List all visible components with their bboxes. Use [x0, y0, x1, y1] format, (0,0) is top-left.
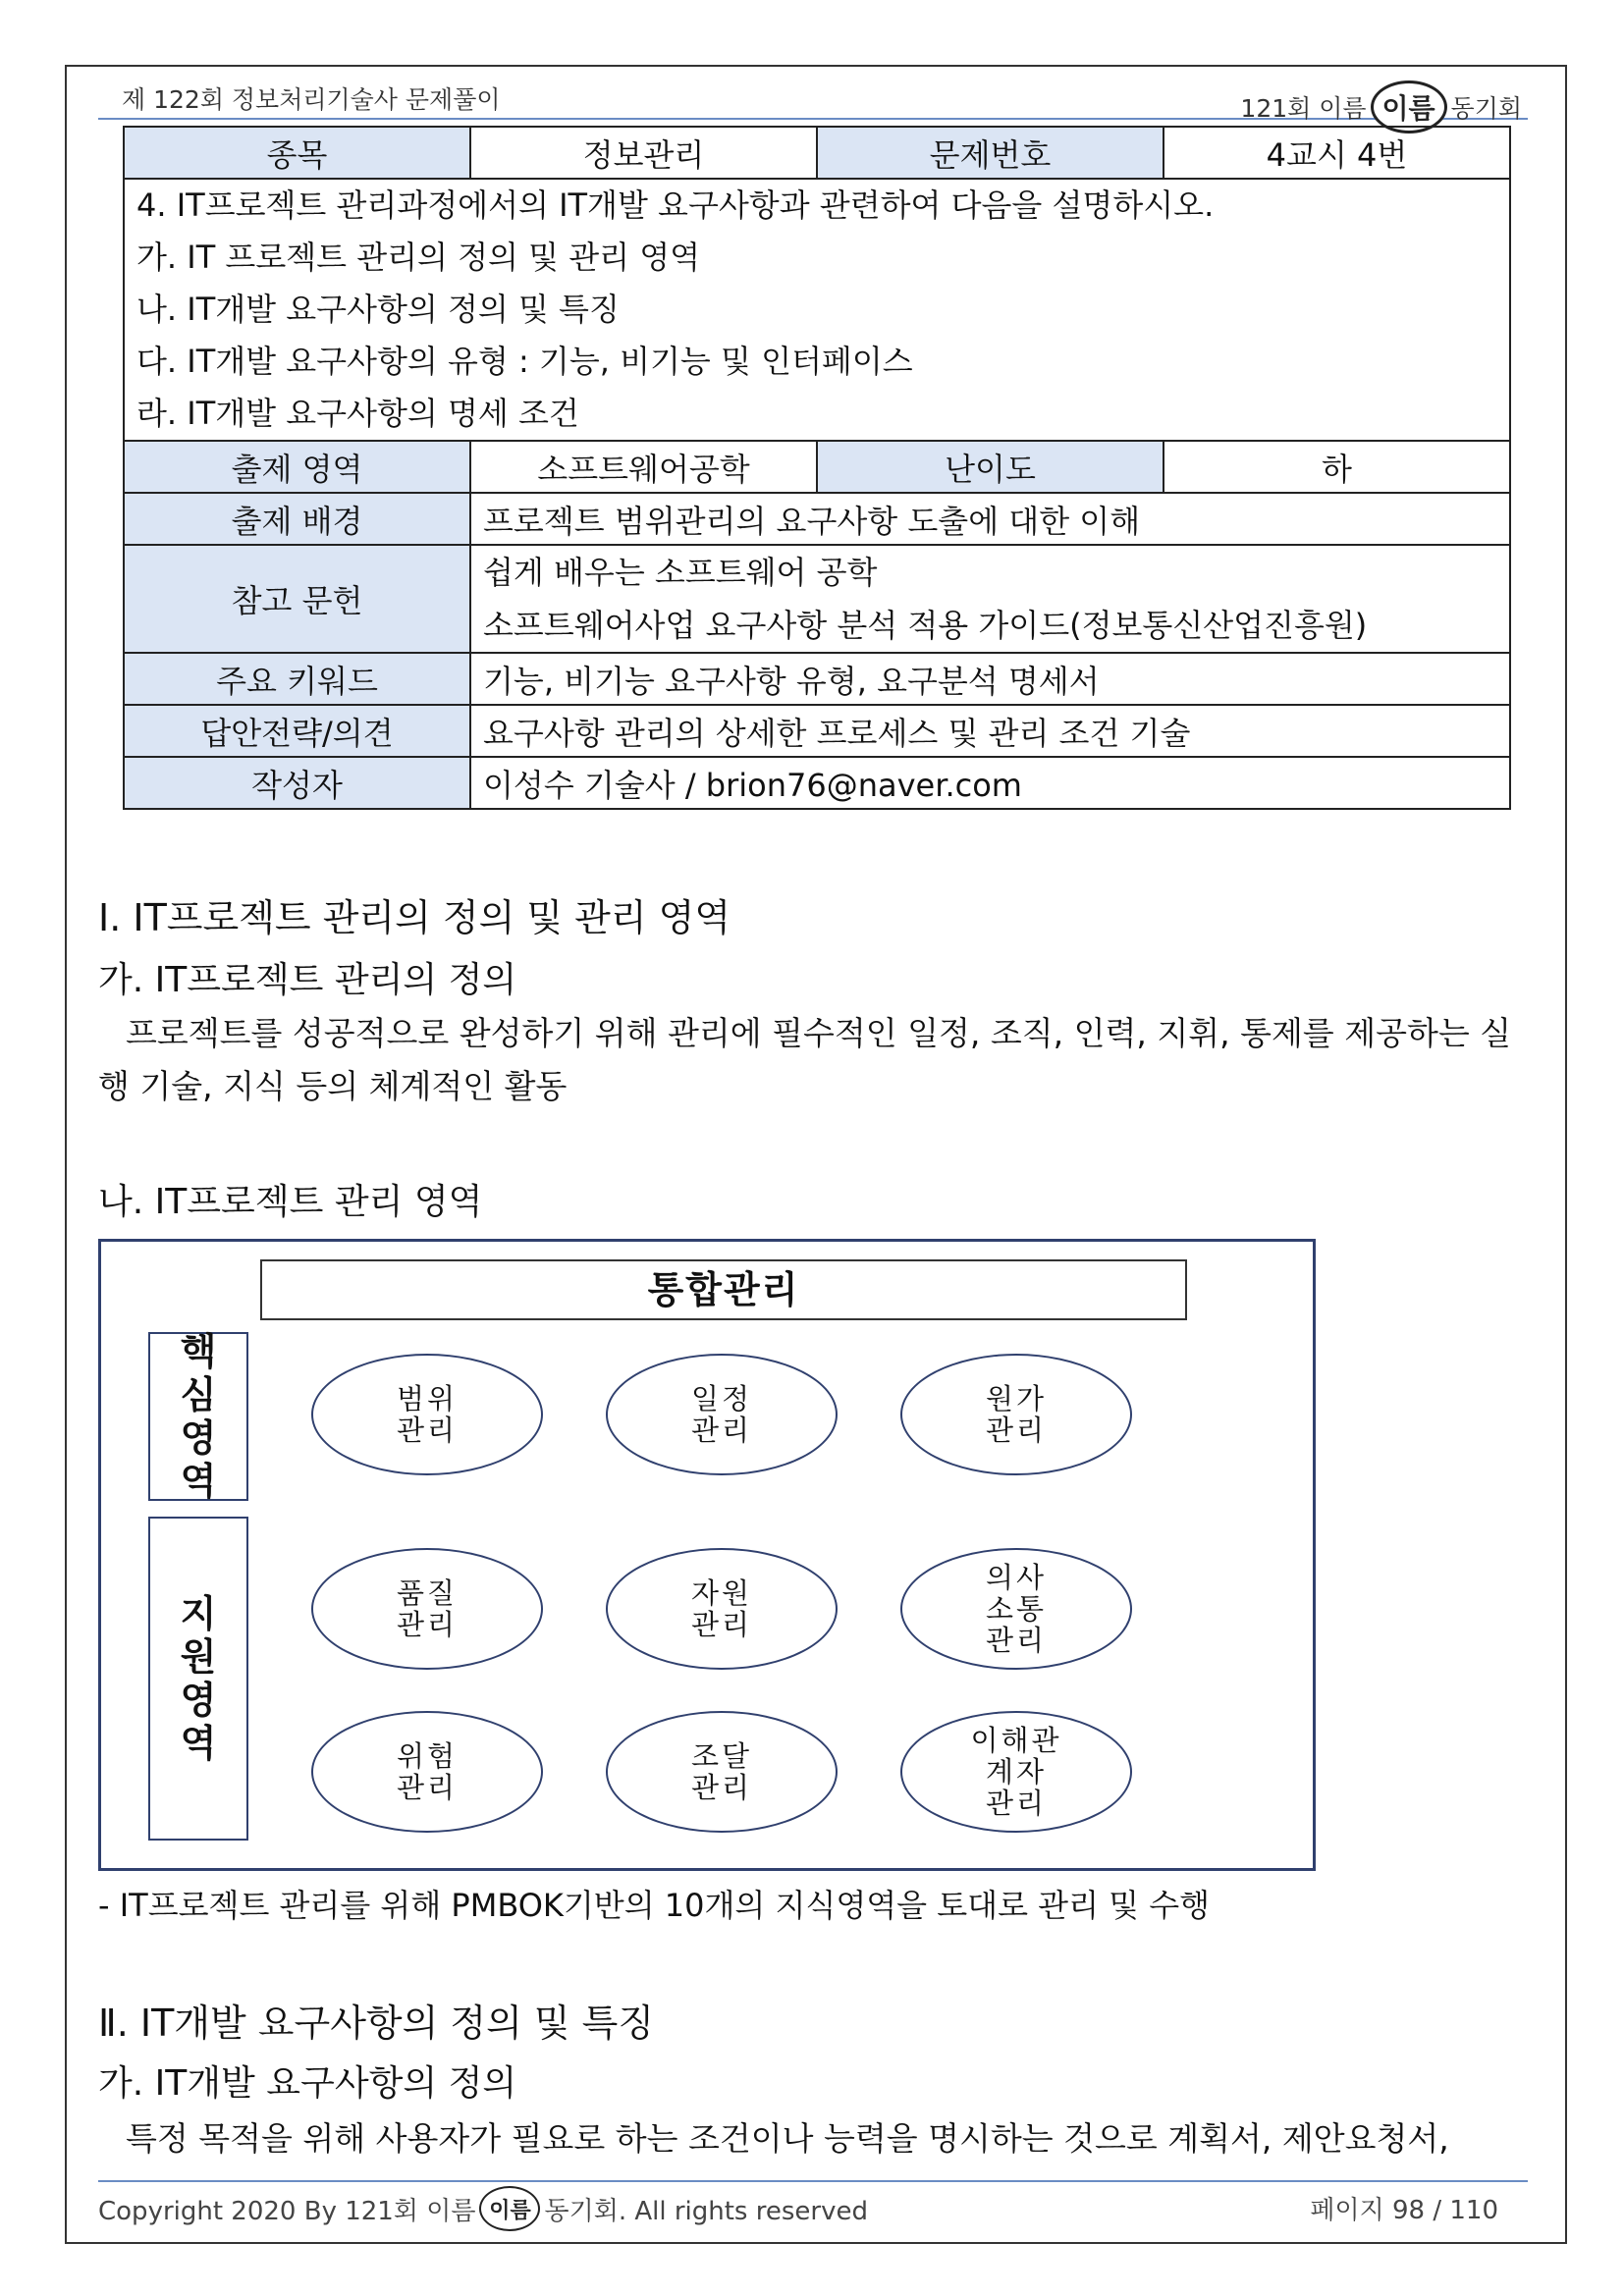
cost-management-oval: 원가 관리: [900, 1354, 1132, 1475]
reference-item: 쉽게 배우는 소프트웨어 공학: [483, 554, 878, 591]
table-row: [124, 493, 1510, 545]
section2-para-a: 특정 목적을 위해 사용자가 필요로 하는 조건이나 능력을 명시하는 것으로 계획서, 제안요청서,: [126, 2119, 1449, 2158]
risk-management-oval: 위험 관리: [311, 1711, 543, 1833]
label-difficulty: 난이도: [817, 441, 1164, 493]
footer-copyright: [98, 2186, 868, 2231]
label-background: 출제 배경: [124, 493, 470, 545]
resource-management-oval: 자원 관리: [606, 1548, 838, 1670]
scope-management-oval: 범위 관리: [311, 1354, 543, 1475]
value-area: 소프트웨어공학: [470, 441, 817, 493]
value-references: [470, 545, 1510, 653]
value-question-number: 4교시 4번: [1164, 127, 1510, 179]
procurement-management-oval: 조달 관리: [606, 1711, 838, 1833]
label-strategy: 답안전략/의견: [124, 705, 470, 757]
value-subject: 정보관리: [470, 127, 817, 179]
value-difficulty: 하: [1164, 441, 1510, 493]
core-label-char: 영: [180, 1416, 217, 1460]
core-label-char: 역: [180, 1460, 217, 1503]
table-row: [124, 179, 1510, 441]
question-line: 4. IT프로젝트 관리과정에서의 IT개발 요구사항과 관련하여 다음을 설명하시오.: [136, 187, 1215, 224]
pm-knowledge-area-diagram: [98, 1239, 1316, 1871]
support-label-char: 원: [180, 1635, 217, 1679]
core-label-char: 심: [180, 1373, 217, 1416]
header-title: 제 122회 정보처리기술사 문제풀이: [122, 85, 501, 114]
label-keywords: 주요 키워드: [124, 653, 470, 705]
table-row: [124, 653, 1510, 705]
header-club-suffix: 동기회: [1450, 94, 1522, 123]
footer-copyright-prefix: Copyright 2020 By 121회 이름: [98, 2196, 476, 2226]
page-header: [98, 75, 1528, 125]
section1-title: Ⅰ. IT프로젝트 관리의 정의 및 관리 영역: [98, 896, 731, 939]
support-area-label: [148, 1517, 248, 1841]
stakeholder-management-oval: 이해관 계자 관리: [900, 1711, 1132, 1833]
question-text: [124, 179, 1510, 441]
question-line: 라. IT개발 요구사항의 명세 조건: [136, 395, 579, 432]
section1-sub-b: 나. IT프로젝트 관리 영역: [98, 1182, 483, 1222]
table-row: [124, 441, 1510, 493]
quality-management-oval: 품질 관리: [311, 1548, 543, 1670]
label-author: 작성자: [124, 757, 470, 809]
question-line: 나. IT개발 요구사항의 정의 및 특징: [136, 291, 620, 328]
table-row: [124, 127, 1510, 179]
support-label-char: 영: [180, 1679, 217, 1722]
reference-item: 소프트웨어사업 요구사항 분석 적용 가이드(정보통신산업진흥원): [483, 607, 1368, 644]
core-area-label: [148, 1332, 248, 1501]
table-row: [124, 705, 1510, 757]
seal-logo: 이름: [1371, 80, 1447, 133]
footer-copyright-suffix: 동기회. All rights reserved: [544, 2196, 868, 2226]
page-footer: [98, 2180, 1528, 2225]
integration-management-box: 통합관리: [260, 1259, 1187, 1320]
section2-title: Ⅱ. IT개발 요구사항의 정의 및 특징: [98, 2002, 655, 2045]
label-references: 참고 문헌: [124, 545, 470, 653]
value-strategy: 요구사항 관리의 상세한 프로세스 및 관리 조건 기술: [470, 705, 1510, 757]
label-subject: 종목: [124, 127, 470, 179]
table-row: [124, 545, 1510, 653]
support-label-char: 역: [180, 1722, 217, 1765]
question-info-table: [123, 126, 1511, 810]
value-keywords: 기능, 비기능 요구사항 유형, 요구분석 명세서: [470, 653, 1510, 705]
question-line: 다. IT개발 요구사항의 유형 : 기능, 비기능 및 인터페이스: [136, 343, 913, 380]
table-row: [124, 757, 1510, 809]
footer-seal-logo: 이름: [479, 2186, 540, 2231]
label-question-number: 문제번호: [817, 127, 1164, 179]
diagram-caption: - IT프로젝트 관리를 위해 PMBOK기반의 10개의 지식영역을 토대로 관리 및 수행: [98, 1887, 1211, 1924]
schedule-management-oval: 일정 관리: [606, 1354, 838, 1475]
section1-sub-a: 가. IT프로젝트 관리의 정의: [98, 960, 517, 1000]
section1-para-a: 프로젝트를 성공적으로 완성하기 위해 관리에 필수적인 일정, 조직, 인력, 지휘, 통제를 제공하는 실행 기술, 지식 등의 체계적인 활동: [98, 1014, 1512, 1105]
value-background: 프로젝트 범위관리의 요구사항 도출에 대한 이해: [470, 493, 1510, 545]
section2-sub-a: 가. IT개발 요구사항의 정의: [98, 2063, 517, 2104]
footer-page-number: 페이지 98 / 110: [1310, 2196, 1498, 2225]
support-label-char: 지: [180, 1592, 217, 1635]
question-line: 가. IT 프로젝트 관리의 정의 및 관리 영역: [136, 239, 701, 276]
header-club-prefix: 121회 이름: [1240, 94, 1367, 123]
value-author: 이성수 기술사 / brion76@naver.com: [470, 757, 1510, 809]
label-area: 출제 영역: [124, 441, 470, 493]
communication-management-oval: 의사 소통 관리: [900, 1548, 1132, 1670]
core-label-char: 핵: [180, 1330, 217, 1373]
